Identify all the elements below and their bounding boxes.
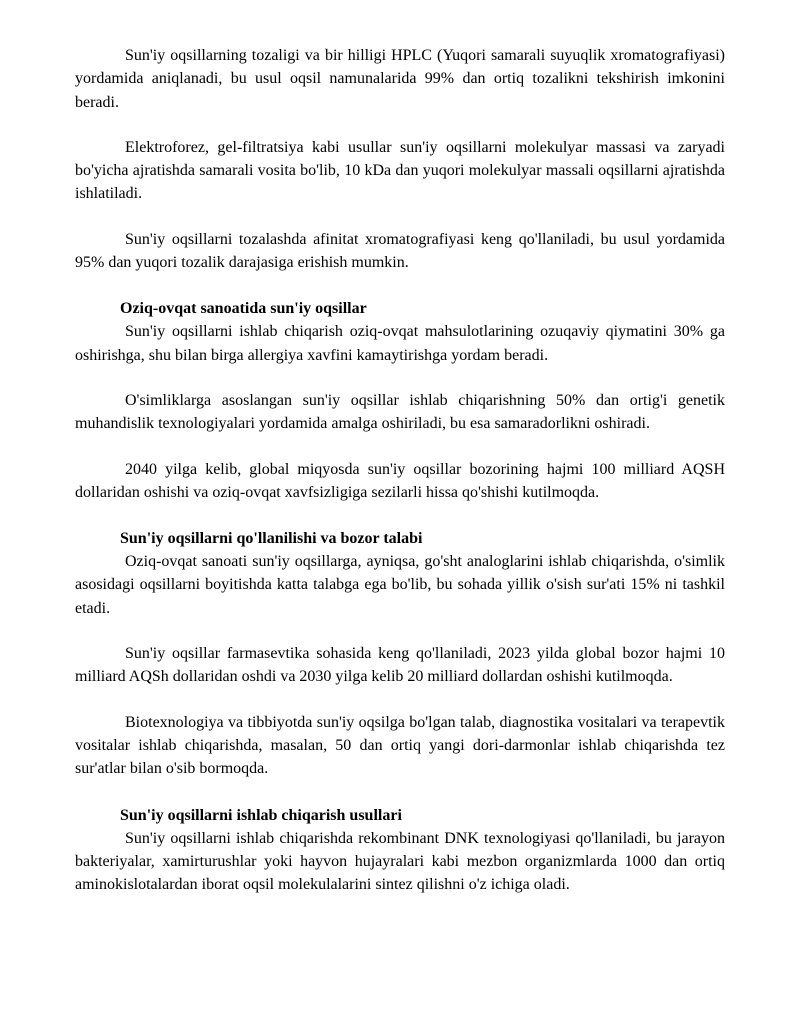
paragraph: Sun'iy oqsillar farmasevtika sohasida keng qo'llaniladi, 2023 yilda global bozor hajmi 10 milliard AQSh dollaridan oshdi va 2030 yilga kelib 20 milliard dollardan oshishi kutilmoqda. [75, 645, 725, 686]
paragraph: Elektroforez, gel-filtratsiya kabi usullar sun'iy oqsillarni molekulyar massasi va zaryadi bo'yicha ajratishda samarali vosita bo'lib, 10 kDa dan yuqori molekulyar massali oqsillarni ajratishda ishlatiladi. [75, 138, 725, 203]
paragraph: O'simliklarga asoslangan sun'iy oqsillar ishlab chiqarishning 50% dan ortig'i genetik muhandislik texnologiyalari yordamida amalga oshiriladi, bu esa samaradorlikni oshiradi. [75, 391, 725, 433]
paragraph: Sun'iy oqsillarni tozalashda afinitat xromatografiyasi keng qo'llaniladi, bu usul yordamida 95% dan yuqori tozalik darajasiga erishish mumkin. [75, 230, 725, 272]
paragraph: Sun'iy oqsillarning tozaligi va bir hilligi HPLC (Yuqori samarali suyuqlik xromatografiyasi) yordamida aniqlanadi, bu usul oqsil namunalarida 99% dan ortiq tozalikni tekshirish imkonini beradi. [75, 47, 725, 111]
paragraph: Oziq-ovqat sanoati sun'iy oqsillarga, ayniqsa, go'sht analoglarini ishlab chiqarishda, o'simlik asosidagi oqsillarni boyitishda katta talabga ega bo'lib, bu sohada yillik o'sish sur'ati 15% ni tashkil etadi. [75, 553, 725, 617]
paragraph: Biotexnologiya va tibbiyotda sun'iy oqsilga bo'lgan talab, diagnostika vositalari va terapevtik vositalar ishlab chiqarishda, masalan, 50 dan ortiq yangi dori-darmonlar ishlab chiqarishda tez sur'atlar bilan o'sib bormoqda. [75, 713, 725, 778]
paragraph: 2040 yilga kelib, global miqyosda sun'iy oqsillar bozorining hajmi 100 milliard AQSH dollaridan oshishi va oziq-ovqat xavfsizligiga sezilarli hissa qo'shishi kutilmoqda. [75, 460, 725, 501]
section-heading: Sun'iy oqsillarni ishlab chiqarish usullari [120, 806, 402, 824]
paragraph: Sun'iy oqsillarni ishlab chiqarishda rekombinant DNK texnologiyasi qo'llaniladi, bu jarayon bakteriyalar, xamirturushlar yoki hayvon hujayralari kabi mezbon organizmlarda 1000 dan ortiq aminokislotalardan iborat oqsil molekulalarini sintez qilishni o'z ichiga oladi. [75, 829, 725, 894]
section-heading: Sun'iy oqsillarni qo'llanilishi va bozor talabi [120, 530, 423, 548]
paragraph: Sun'iy oqsillarni ishlab chiqarish oziq-ovqat mahsulotlarining ozuqaviy qiymatini 30% ga oshirishga, shu bilan birga allergiya xavfini kamaytirishga yordam beradi. [75, 323, 725, 364]
section-heading: Oziq-ovqat sanoatida sun'iy oqsillar [120, 300, 367, 318]
document-page [75, 44, 725, 896]
